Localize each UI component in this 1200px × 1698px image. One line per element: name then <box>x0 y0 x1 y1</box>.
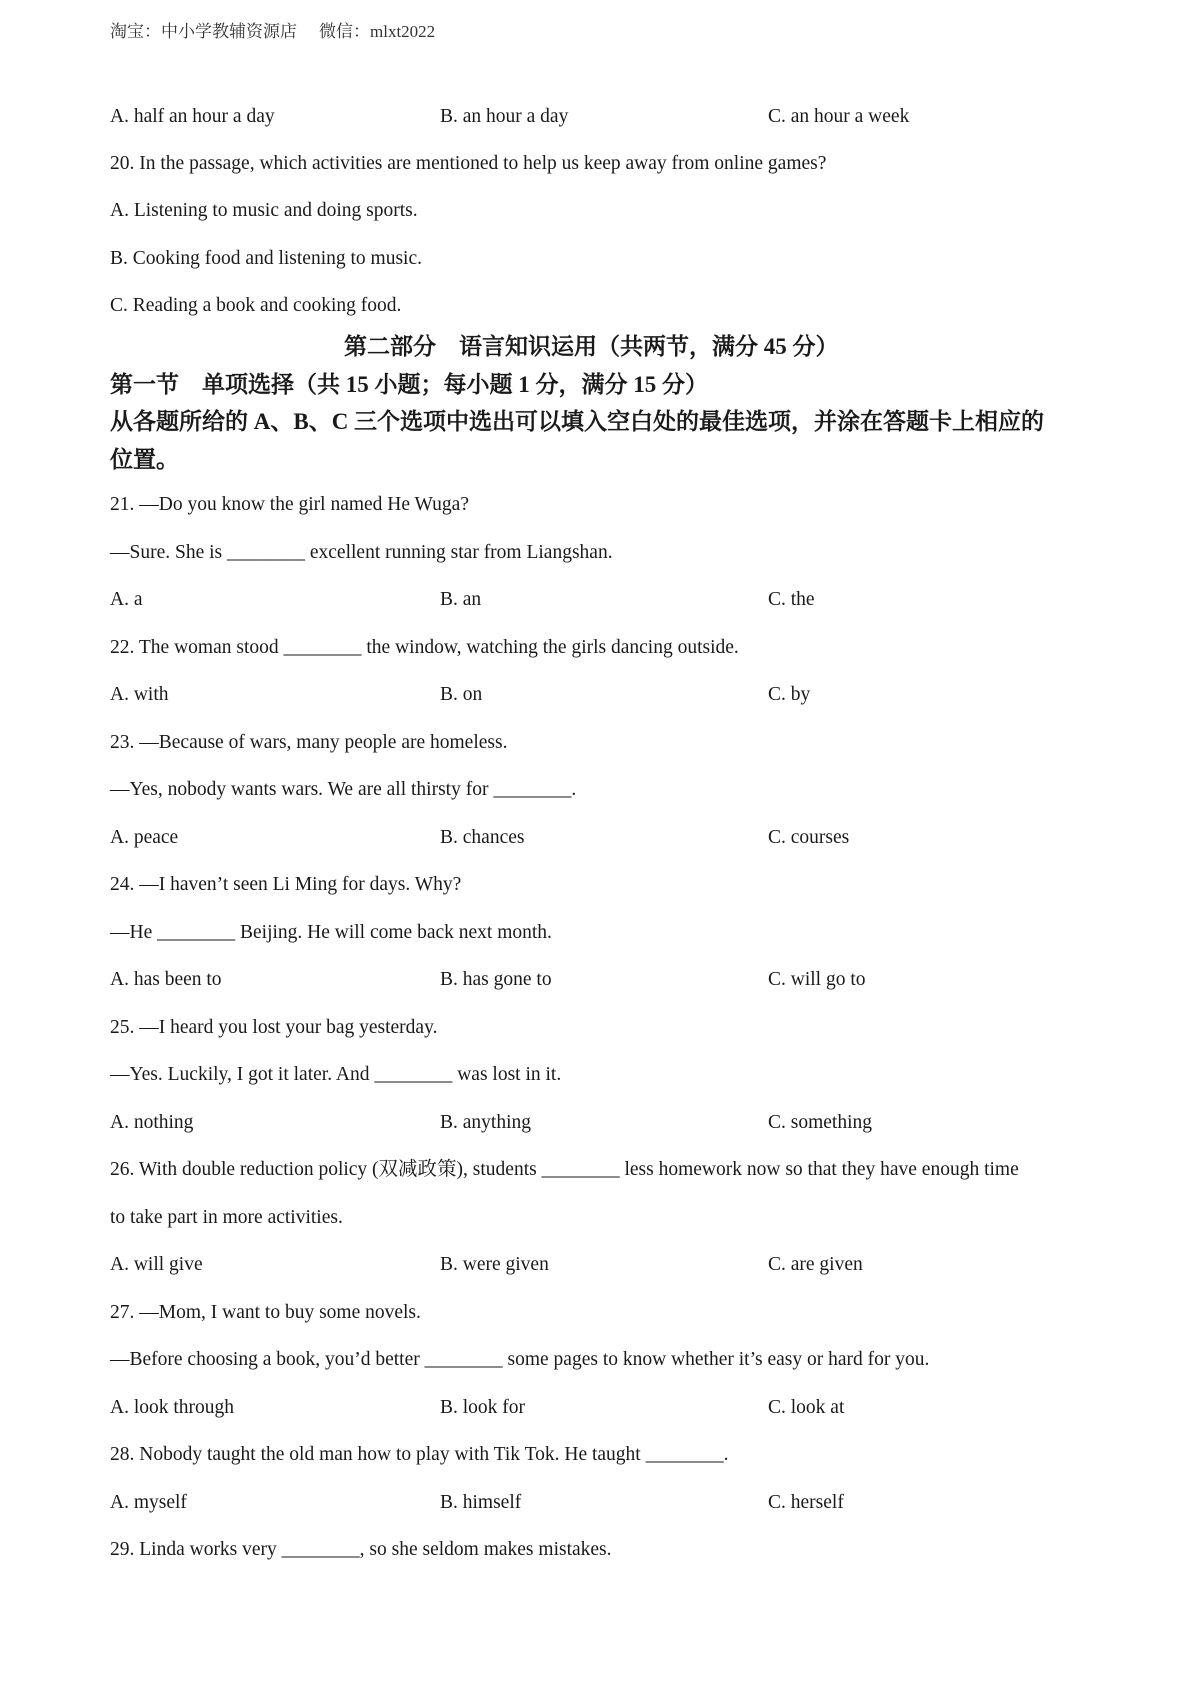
q19-option-c: C. an hour a week <box>768 106 910 127</box>
q24-option-c: C. will go to <box>768 969 866 990</box>
wechat-id: 微信：mlxt2022 <box>319 22 436 41</box>
q20-option-a: A. Listening to music and doing sports. <box>110 200 418 221</box>
q27-option-c: C. look at <box>768 1397 845 1418</box>
q20-option-c: C. Reading a book and cooking food. <box>110 295 402 316</box>
part2-title: 第二部分 语言知识运用（共两节，满分 45 分） <box>344 334 839 359</box>
shop-name: 淘宝：中小学教辅资源店 <box>110 22 297 41</box>
q26-line-1: 26. With double reduction policy (双减政策), students ________ less homework now so that they have enough time <box>110 1159 1019 1180</box>
q22-option-a: A. with <box>110 684 169 705</box>
q26-line-2: to take part in more activities. <box>110 1207 343 1228</box>
q22-option-b: B. on <box>440 684 483 705</box>
q28-line-1: 28. Nobody taught the old man how to play with Tik Tok. He taught ________. <box>110 1444 729 1465</box>
q22-line-1: 22. The woman stood ________ the window, watching the girls dancing outside. <box>110 637 739 658</box>
q27-option-a: A. look through <box>110 1397 235 1418</box>
q21-line-1: 21. —Do you know the girl named He Wuga? <box>110 494 469 515</box>
q19-option-a: A. half an hour a day <box>110 106 275 127</box>
q25-option-a: A. nothing <box>110 1112 194 1133</box>
q22-option-c: C. by <box>768 684 811 705</box>
q25-line-2: —Yes. Luckily, I got it later. And ________ was lost in it. <box>110 1064 562 1085</box>
q26-option-b: B. were given <box>440 1254 549 1275</box>
q23-line-1: 23. —Because of wars, many people are homeless. <box>110 732 508 753</box>
q27-line-1: 27. —Mom, I want to buy some novels. <box>110 1302 421 1323</box>
q26-option-c: C. are given <box>768 1254 863 1275</box>
q23-option-c: C. courses <box>768 827 850 848</box>
q28-option-c: C. herself <box>768 1492 844 1513</box>
instruction-line-2: 位置。 <box>110 447 179 472</box>
q19-option-b: B. an hour a day <box>440 106 569 127</box>
q24-line-1: 24. —I haven’t seen Li Ming for days. Why? <box>110 874 462 895</box>
q23-line-2: —Yes, nobody wants wars. We are all thirsty for ________. <box>110 779 577 800</box>
q25-option-c: C. something <box>768 1112 873 1133</box>
q27-line-2: —Before choosing a book, you’d better ________ some pages to know whether it’s easy or hard for you. <box>110 1349 930 1370</box>
q20-stem: 20. In the passage, which activities are mentioned to help us keep away from online games? <box>110 153 827 174</box>
q20-option-b: B. Cooking food and listening to music. <box>110 248 422 269</box>
q21-line-2: —Sure. She is ________ excellent running star from Liangshan. <box>110 542 613 563</box>
q21-option-b: B. an <box>440 589 482 610</box>
q25-option-b: B. anything <box>440 1112 531 1133</box>
q24-option-b: B. has gone to <box>440 969 552 990</box>
q28-option-a: A. myself <box>110 1492 187 1513</box>
q23-option-a: A. peace <box>110 827 179 848</box>
q24-line-2: —He ________ Beijing. He will come back next month. <box>110 922 552 943</box>
q29-line-1: 29. Linda works very ________, so she seldom makes mistakes. <box>110 1539 612 1560</box>
section1-heading: 第一节 单项选择（共 15 小题；每小题 1 分，满分 15 分） <box>110 372 708 397</box>
q23-option-b: B. chances <box>440 827 525 848</box>
q28-option-b: B. himself <box>440 1492 522 1513</box>
q24-option-a: A. has been to <box>110 969 222 990</box>
instruction-line-1: 从各题所给的 A、B、C 三个选项中选出可以填入空白处的最佳选项，并涂在答题卡上相应的 <box>110 409 1045 434</box>
page-header <box>110 17 435 42</box>
q26-option-a: A. will give <box>110 1254 203 1275</box>
q27-option-b: B. look for <box>440 1397 526 1418</box>
q21-option-a: A. a <box>110 589 143 610</box>
q21-option-c: C. the <box>768 589 815 610</box>
q25-line-1: 25. —I heard you lost your bag yesterday. <box>110 1017 438 1038</box>
